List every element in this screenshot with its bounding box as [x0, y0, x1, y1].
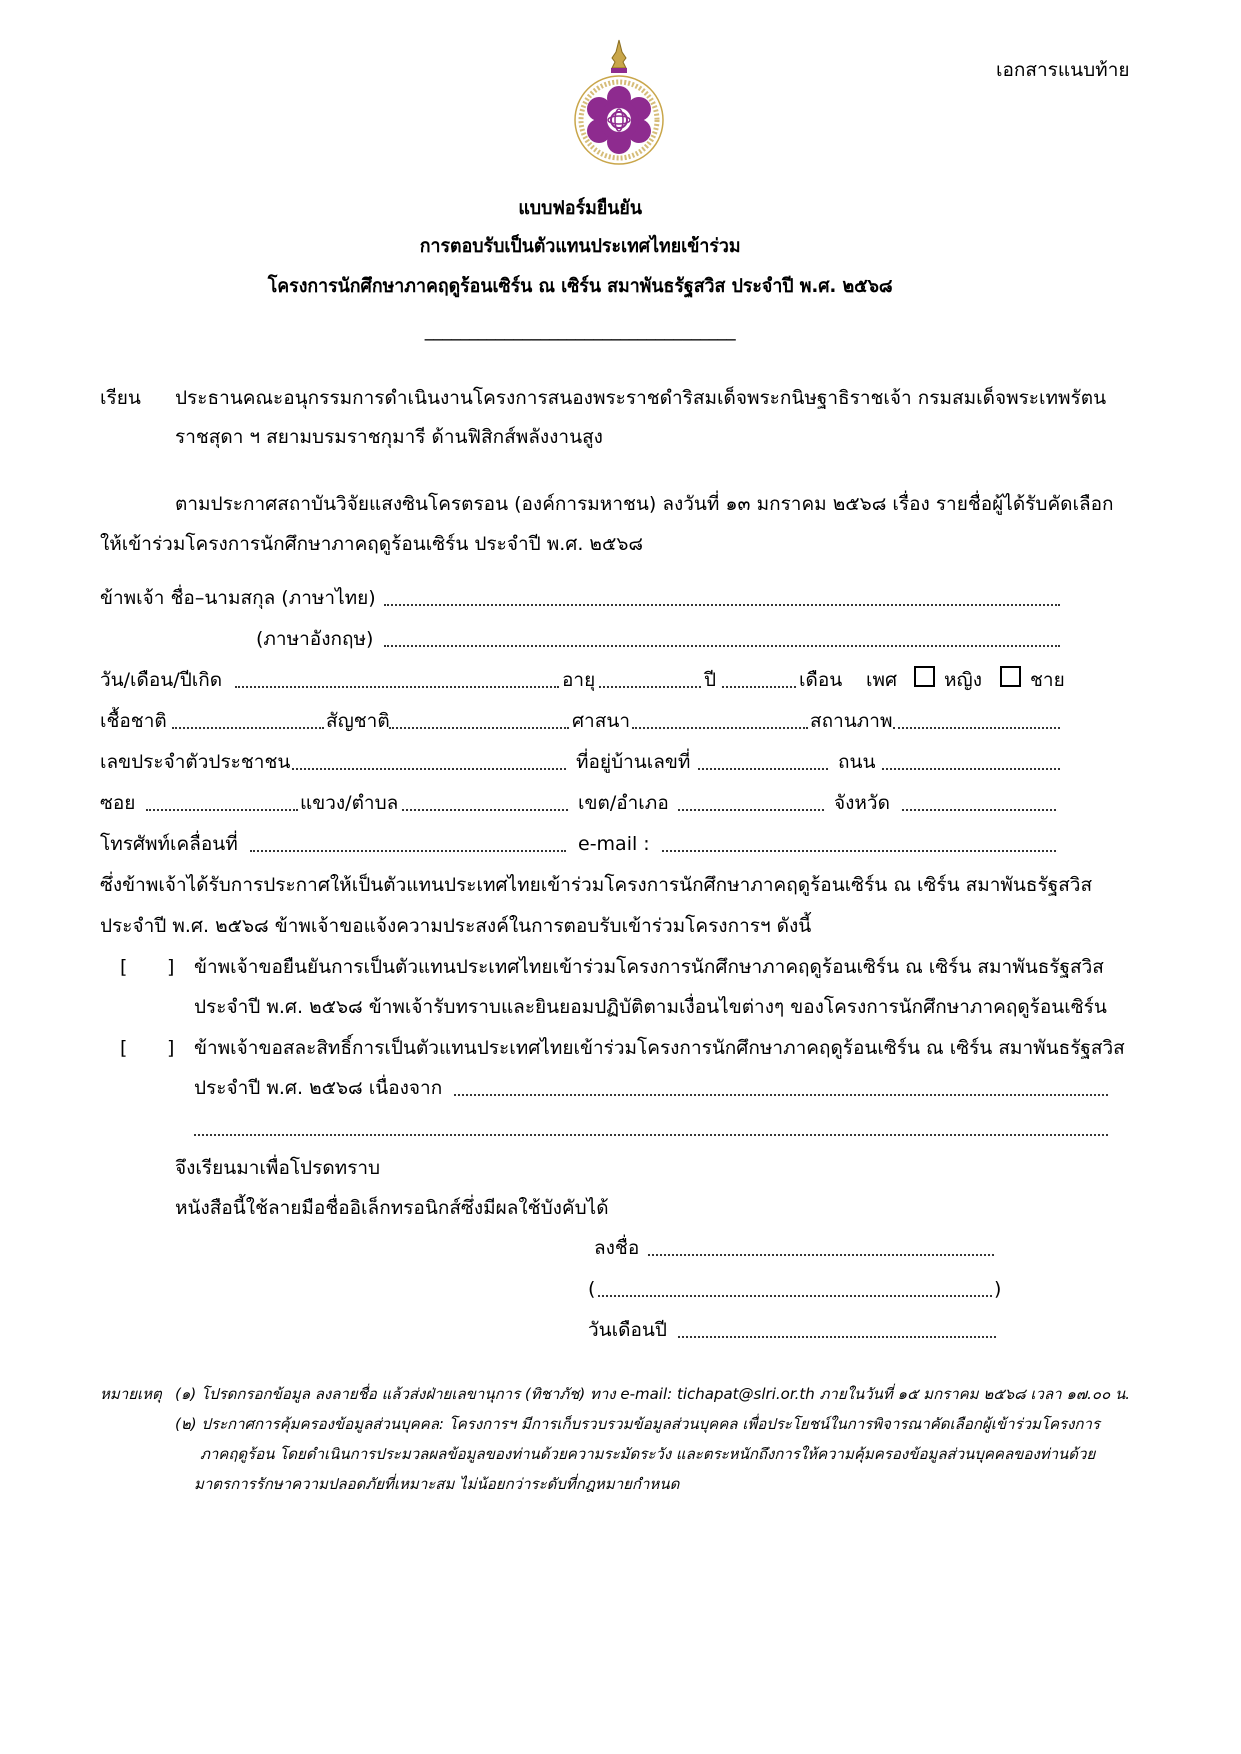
nationality-field[interactable]: [389, 727, 569, 729]
mobile-field[interactable]: [250, 850, 566, 852]
note-2-line-2: ภาคฤดูร้อน โดยดำเนินการประมวลผลข้อมูลของท่านด้วยความระมัดระวัง และตระหนักถึงการให้ความคุ้มครองข้อมูลส่วนบุคคลของท่านด้วย: [200, 1445, 1096, 1463]
title-line-1: แบบฟอร์มยืนยัน: [518, 197, 642, 219]
month-label: เดือน: [799, 669, 843, 691]
date-label: วันเดือนปี: [588, 1319, 667, 1341]
province-field[interactable]: [902, 809, 1056, 811]
name-paren-open: (: [588, 1278, 596, 1300]
mobile-label: โทรศัพท์เคลื่อนที่: [100, 833, 238, 855]
house-label: ที่อยู่บ้านเลขที่: [576, 751, 691, 773]
salutation-line-1: ประธานคณะอนุกรรมการดำเนินงานโครงการสนองพระราชดำริสมเด็จพระกนิษฐาธิราชเจ้า กรมสมเด็จพระเทพรัตน: [175, 387, 1107, 409]
waive-reason-field[interactable]: [454, 1094, 1108, 1096]
subdistrict-label: แขวง/ตำบล: [300, 792, 399, 814]
waive-reason-field-2[interactable]: [194, 1134, 1108, 1136]
option-waive-bracket-open[interactable]: [: [120, 1037, 128, 1059]
soi-field[interactable]: [146, 809, 298, 811]
signature-label: ลงชื่อ: [594, 1237, 640, 1259]
statement-line-1: ซึ่งข้าพเจ้าได้รับการประกาศให้เป็นตัวแทนประเทศไทยเข้าร่วมโครงการนักศึกษาภาคฤดูร้อนเซิร์น ณ เซิร์น สมาพันธรัฐสวิส: [100, 874, 1093, 896]
title-line-3: โครงการนักศึกษาภาคฤดูร้อนเซิร์น ณ เซิร์น สมาพันธรัฐสวิส ประจำปี พ.ศ. ๒๕๖๘: [267, 275, 893, 297]
salutation-line-2: ราชสุดา ฯ สยามบรมราชกุมารี ด้านฟิสิกส์พลังงานสูง: [175, 426, 603, 448]
option-waive-line-2: ประจำปี พ.ศ. ๒๕๖๘ เนื่องจาก: [194, 1077, 443, 1099]
name-paren-close: ): [994, 1278, 1002, 1300]
option-waive-bracket-close[interactable]: ]: [167, 1037, 175, 1059]
name-th-label: ข้าพเจ้า ชื่อ–นามสกุล (ภาษาไทย): [100, 587, 376, 609]
race-label: เชื้อชาติ: [100, 710, 167, 732]
subdistrict-field[interactable]: [402, 809, 568, 811]
religion-label: ศาสนา: [572, 710, 630, 732]
status-label: สถานภาพ: [810, 710, 893, 732]
name-en-field[interactable]: [384, 645, 1060, 647]
race-field[interactable]: [172, 727, 324, 729]
female-label: หญิง: [944, 669, 982, 691]
option-confirm-line-2: ประจำปี พ.ศ. ๒๕๖๘ ข้าพเจ้ารับทราบและยินยอมปฏิบัติตามเงื่อนไขต่างๆ ของโครงการนักศึกษาภาคฤดูร้อนเซิร์น: [194, 996, 1107, 1018]
closing-line-2: หนังสือนี้ใช้ลายมือชื่ออิเล็กทรอนิกส์ซึ่งมีผลใช้บังคับได้: [175, 1197, 609, 1219]
age-month-field[interactable]: [722, 686, 796, 688]
year-label: ปี: [704, 669, 717, 691]
note-2-line-3: มาตรการรักษาความปลอดภัยที่เหมาะสม ไม่น้อยกว่าระดับที่กฎหมายกำหนด: [194, 1475, 680, 1493]
salutation-label: เรียน: [100, 387, 141, 409]
note-1: (๑) โปรดกรอกข้อมูล ลงลายชื่อ แล้วส่งฝ่ายเลขานุการ (ทิชาภัช) ทาง e-mail: tichapat@slri.or.th ภายในวันที่ ๑๕ มกราคม ๒๕๖๘ เวลา ๑๗.๐๐ น.: [175, 1385, 1131, 1403]
email-label: e-mail :: [578, 833, 650, 855]
male-label: ชาย: [1030, 669, 1065, 691]
female-checkbox[interactable]: [914, 666, 935, 687]
notes-label: หมายเหตุ: [100, 1385, 162, 1403]
intro-line-2: ให้เข้าร่วมโครงการนักศึกษาภาคฤดูร้อนเซิร์น ประจำปี พ.ศ. ๒๕๖๘: [100, 533, 644, 555]
province-label: จังหวัด: [834, 792, 890, 814]
date-field[interactable]: [678, 1336, 996, 1338]
option-confirm-line-1: ข้าพเจ้าขอยืนยันการเป็นตัวแทนประเทศไทยเข้าร่วมโครงการนักศึกษาภาคฤดูร้อนเซิร์น ณ เซิร์น สมาพันธรัฐสวิส: [194, 956, 1104, 978]
male-checkbox[interactable]: [1000, 666, 1021, 687]
email-field[interactable]: [662, 850, 1056, 852]
road-label: ถนน: [838, 751, 876, 773]
soi-label: ซอย: [100, 792, 136, 814]
option-confirm-bracket-close[interactable]: ]: [167, 956, 175, 978]
note-2-line-1: (๒) ประกาศการคุ้มครองข้อมูลส่วนบุคคล: โครงการฯ มีการเก็บรวบรวมข้อมูลส่วนบุคคล เพื่อประโยชน์ในการพิจารณาคัดเลือกผู้เข้าร่วมโครงการ: [175, 1415, 1100, 1433]
religion-field[interactable]: [632, 727, 808, 729]
option-confirm-bracket-open[interactable]: [: [120, 956, 128, 978]
status-field[interactable]: [893, 727, 1060, 729]
age-year-field[interactable]: [599, 686, 701, 688]
road-field[interactable]: [882, 768, 1060, 770]
district-label: เขต/อำเภอ: [578, 792, 669, 814]
dob-field[interactable]: [235, 686, 559, 688]
name-en-label: (ภาษาอังกฤษ): [256, 628, 374, 650]
age-label: อายุ: [562, 669, 596, 691]
id-field[interactable]: [292, 768, 566, 770]
intro-line-1: ตามประกาศสถาบันวิจัยแสงซินโครตรอน (องค์การมหาชน) ลงวันที่ ๑๓ มกราคม ๒๕๖๘ เรื่อง รายชื่อผู้ได้รับคัดเลือก: [175, 493, 1114, 515]
dob-label: วัน/เดือน/ปีเกิด: [100, 669, 223, 691]
title-line-2: การตอบรับเป็นตัวแทนประเทศไทยเข้าร่วม: [419, 235, 741, 257]
signature-field[interactable]: [648, 1254, 994, 1256]
institute-seal-icon: [556, 38, 682, 168]
id-label: เลขประจำตัวประชาชน: [100, 751, 291, 773]
house-field[interactable]: [698, 768, 828, 770]
district-field[interactable]: [678, 809, 824, 811]
option-waive-line-1: ข้าพเจ้าขอสละสิทธิ์การเป็นตัวแทนประเทศไทยเข้าร่วมโครงการนักศึกษาภาคฤดูร้อนเซิร์น ณ เซิร์น สมาพันธรัฐสวิส: [194, 1037, 1125, 1059]
nationality-label: สัญชาติ: [326, 710, 390, 732]
printed-name-field[interactable]: [598, 1295, 992, 1297]
statement-line-2: ประจำปี พ.ศ. ๒๕๖๘ ข้าพเจ้าขอแจ้งความประสงค์ในการตอบรับเข้าร่วมโครงการฯ ดังนี้: [100, 915, 812, 937]
closing-line-1: จึงเรียนมาเพื่อโปรดทราบ: [175, 1157, 381, 1179]
sex-label: เพศ: [866, 669, 898, 691]
attachment-label: เอกสารแนบท้าย: [996, 59, 1130, 81]
title-divider: ___________________________________: [424, 319, 736, 341]
name-th-field[interactable]: [384, 604, 1060, 606]
